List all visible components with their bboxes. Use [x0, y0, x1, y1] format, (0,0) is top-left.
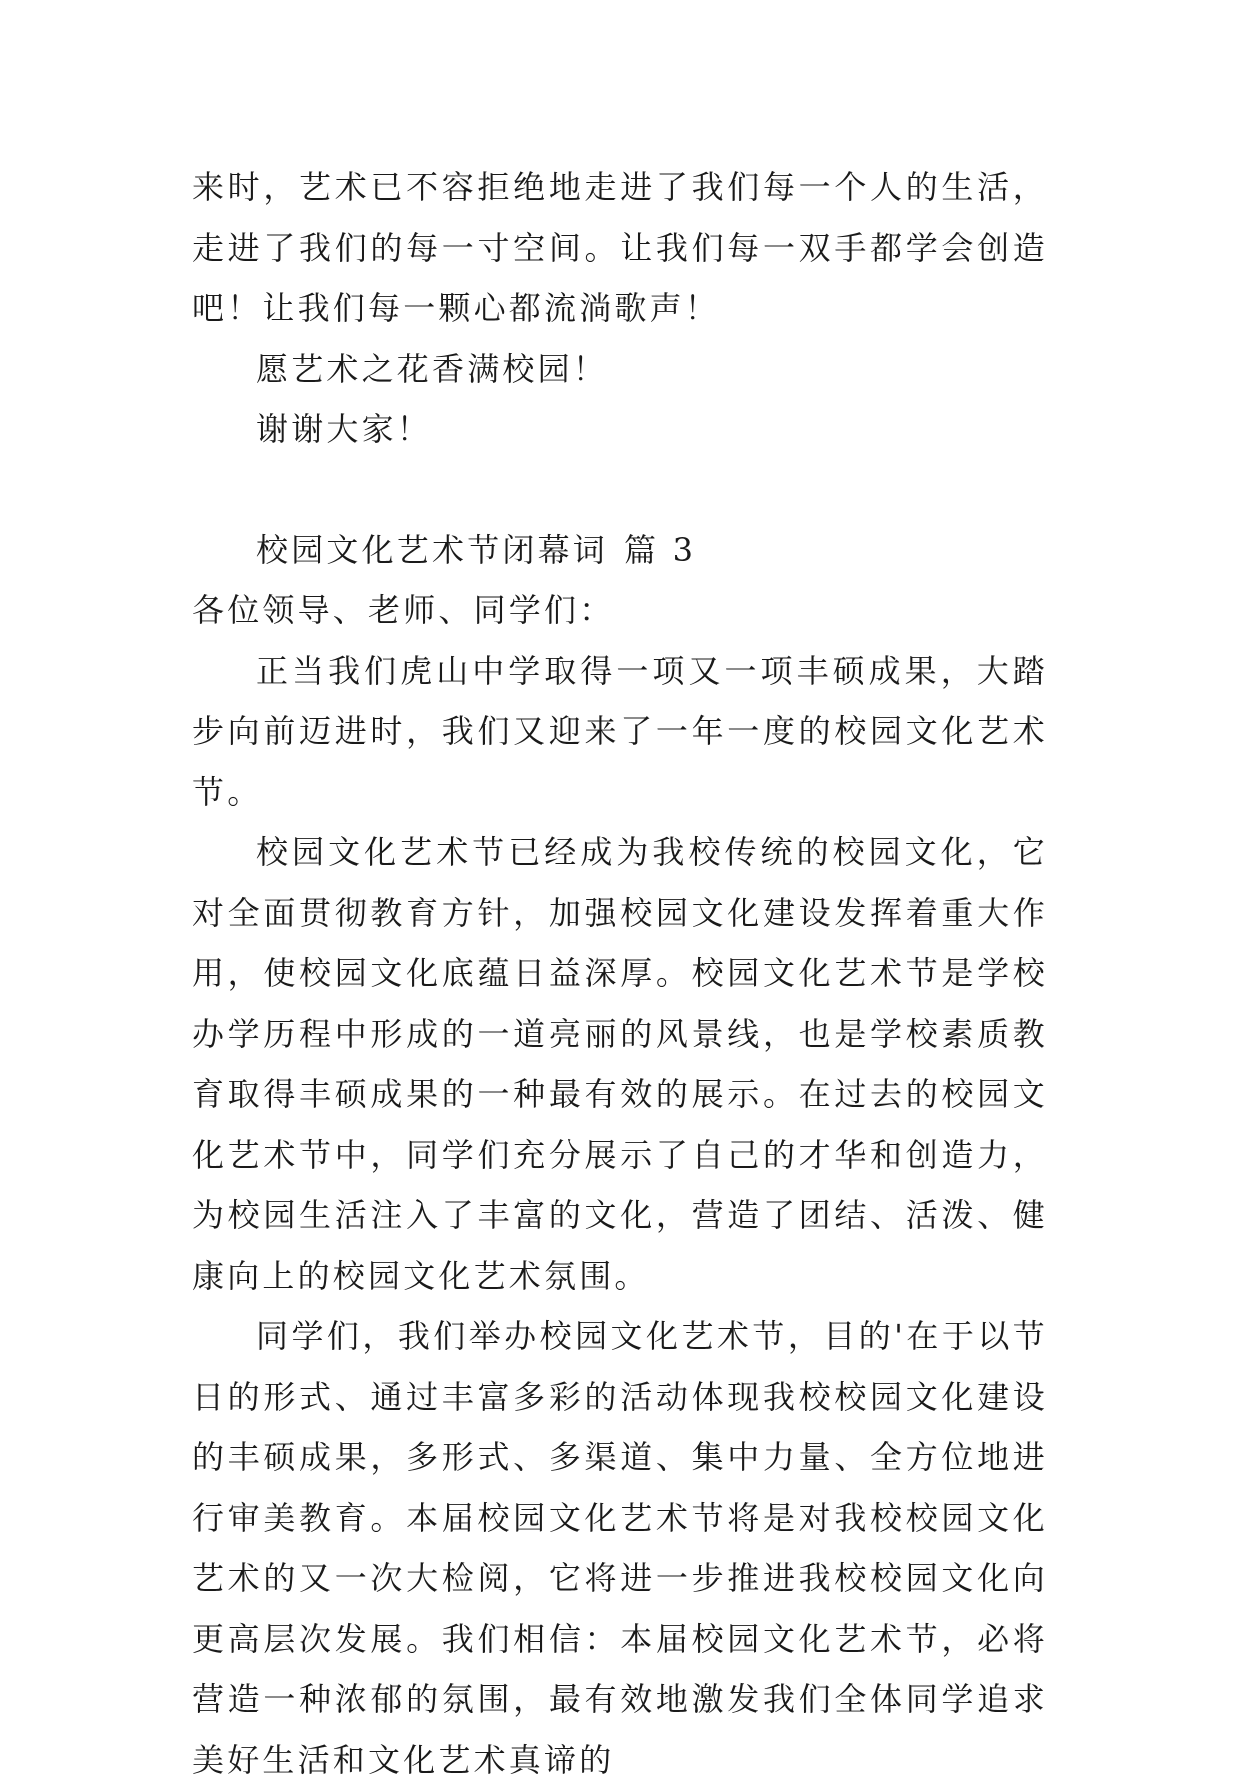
section-piece-label: 篇 3 — [624, 530, 697, 569]
document-body — [192, 157, 1048, 1790]
section-heading — [192, 520, 1048, 581]
body-paragraph: 同学们，我们举办校园文化艺术节，目的'在于以节日的形式、通过丰富多彩的活动体现我校校园文化建设的丰硕成果，多形式、多渠道、集中力量、全方位地进行审美教育。本届校园文化艺术节将是对我校校园文化艺术的又一次大检阅，它将进一步推进我校校园文化向更高层次发展。我们相信：本届校园文化艺术节，必将营造一种浓郁的氛围，最有效地激发我们全体同学追求美好生活和文化艺术真谛的 — [192, 1317, 1048, 1779]
section-spacer — [192, 460, 1048, 520]
body-paragraph: 正当我们虎山中学取得一项又一项丰硕成果，大踏步向前迈进时，我们又迎来了一年一度的校园文化艺术节。 — [192, 651, 1048, 811]
body-paragraph: 校园文化艺术节已经成为我校传统的校园文化，它对全面贯彻教育方针，加强校园文化建设发挥着重大作用，使校园文化底蕴日益深厚。校园文化艺术节是学校办学历程中形成的一道亮丽的风景线，也是学校素质教育取得丰硕成果的一种最有效的展示。在过去的校园文化艺术节中，同学们充分展示了自己的才华和创造力，为校园生活注入了丰富的文化，营造了团结、活泼、健康向上的校园文化艺术氛围。 — [192, 833, 1048, 1295]
section-title: 校园文化艺术节闭幕词 — [256, 530, 609, 569]
continuation-paragraph: 来时，艺术已不容拒绝地走进了我们每一个人的生活，走进了我们的每一寸空间。让我们每一双手都学会创造吧！让我们每一颗心都流淌歌声！ — [192, 168, 1048, 327]
salutation: 各位领导、老师、同学们： — [192, 591, 615, 629]
closing-wish: 愿艺术之花香满校园！ — [256, 349, 609, 388]
thanks-line: 谢谢大家！ — [256, 410, 433, 448]
